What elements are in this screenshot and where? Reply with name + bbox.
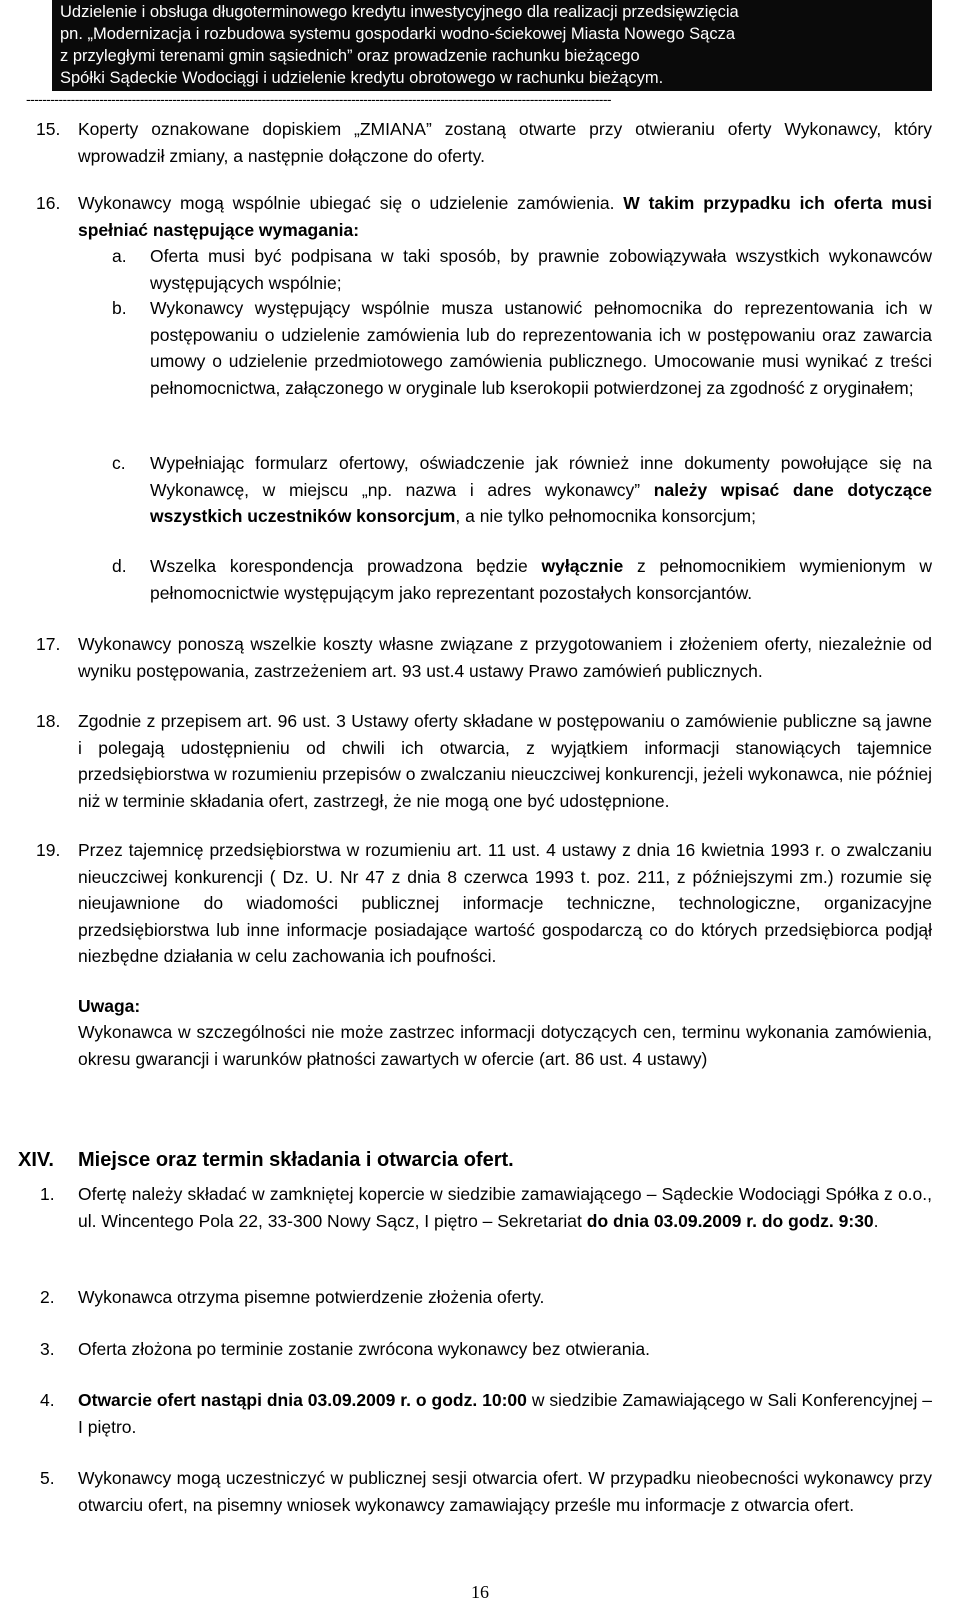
sub-item-label: b.	[112, 298, 127, 318]
document-header	[52, 0, 932, 91]
sub-item-label: d.	[112, 556, 127, 576]
item-text: Koperty oznakowane dopiskiem „ZMIANA” zostaną otwarte przy otwieraniu oferty Wykonawcy, który wprowadził zmiany, a następnie dołączone do oferty.	[78, 119, 932, 166]
item-text-bold: Otwarcie ofert nastąpi dnia 03.09.2009 r. o godz. 10:00	[78, 1390, 527, 1410]
item-text: Wykonawcy ponoszą wszelkie koszty własne związane z przygotowaniem i złożeniem oferty, niezależnie od wyniku postępowania, zastrzeżeniem art. 93 ust.4 ustawy Prawo zamówień publicznych.	[78, 634, 932, 681]
item-number: 2.	[40, 1287, 55, 1307]
item-number: 4.	[40, 1390, 55, 1410]
item-text	[78, 1181, 932, 1234]
sub-item-text	[150, 553, 932, 606]
sub-item-text-bold: należy wpisać dane dotyczące wszystkich uczestników konsorcjum	[150, 479, 932, 526]
sub-item-text-part: , a nie tylko pełnomocnika konsorcjum;	[455, 506, 756, 526]
sub-item-text: Oferta musi być podpisana w taki sposób, by prawnie zobowiązywała wszystkich wykonawców występujących wspólnie;	[150, 246, 932, 293]
item-number: 17.	[36, 634, 61, 654]
section-title: Miejsce oraz termin składania i otwarcia ofert.	[78, 1149, 514, 1171]
page-number: 16	[471, 1582, 489, 1602]
header-line: z przyległymi terenami gmin sąsiednich” oraz prowadzenie rachunku bieżącego	[60, 47, 640, 65]
header-rule: ------------------------------------------------------------------------------------------------------------------------------------------------	[26, 92, 611, 106]
note-text: Wykonawca w szczególności nie może zastrzec informacji dotyczących cen, terminu wykonania zamówienia, okresu gwarancji i warunków płatności zawartych w ofercie (art. 86 ust. 4 ustawy)	[78, 1022, 932, 1069]
sub-item-text-bold: wyłącznie	[541, 556, 624, 576]
header-line: Spółki Sądeckie Wodociągi i udzielenie kredytu obrotowego w rachunku bieżącym.	[60, 69, 664, 87]
sub-item-label: c.	[112, 453, 126, 473]
sub-item-text-part: Wypełniając formularz ofertowy, oświadczenie jak również inne dokumenty powołujące się na Wykonawcę, w miejscu „np. nazwa i adres wykonawcy”	[150, 453, 932, 500]
item-text: Zgodnie z przepisem art. 96 ust. 3 Ustawy oferty składane w postępowaniu o zamówienie publiczne są jawne i polegają udostępnieniu od chwili ich otwarcia, z wyjątkiem informacji stanowiących tajemnice przedsiębiorstwa w rozumieniu przepisów o zwalczaniu nieuczciwej konkurencji, jeżeli wykonawca, nie później niż w terminie składania ofert, zastrzegł, że nie mogą one być udostępnione.	[78, 711, 933, 811]
section-number: XIV.	[18, 1149, 54, 1171]
item-text: Wykonawca otrzyma pisemne potwierdzenie złożenia oferty.	[78, 1287, 545, 1307]
item-text	[78, 1387, 932, 1440]
sub-item-label: a.	[112, 246, 127, 266]
item-number: 3.	[40, 1339, 55, 1359]
item-number: 1.	[40, 1184, 55, 1204]
note-label: Uwaga:	[78, 996, 141, 1016]
sub-item-text: Wykonawcy występujący wspólnie musza ustanowić pełnomocnika do reprezentowania ich w postępowaniu o udzielenie zamówienia lub do reprezentowania ich w postępowaniu oraz zawarcia umowy o udzielenie przedmiotowego zamówienia publicznego. Umocowanie musi wynikać z treści pełnomocnictwa, załączonego w oryginale lub kserokopii potwierdzonej za zgodność z oryginałem;	[150, 298, 932, 398]
item-number: 19.	[36, 840, 61, 860]
sub-item-text	[150, 450, 932, 530]
header-line: Udzielenie i obsługa długoterminowego kredytu inwestycyjnego dla realizacji przedsięwzięcia	[60, 3, 739, 21]
item-number: 16.	[36, 193, 61, 213]
item-number: 18.	[36, 711, 61, 731]
item-text-bold: do dnia 03.09.2009 r. do godz. 9:30	[586, 1210, 874, 1231]
item-text: Oferta złożona po terminie zostanie zwrócona wykonawcy bez otwierania.	[78, 1339, 650, 1359]
item-number: 5.	[40, 1468, 55, 1488]
item-text: Przez tajemnicę przedsiębiorstwa w rozumieniu art. 11 ust. 4 ustawy z dnia 16 kwietnia 1993 r. o zwalczaniu nieuczciwej konkurencji ( Dz. U. Nr 47 z dnia 8 czerwca 1993 t. poz. 211, z późniejszymi zm.) rozumie się nieujawnione do wiadomości publicznej informacje techniczne, technologiczne, organizacyjne przedsiębiorstwa lub inne informacje posiadające wartość gospodarczą co do których przedsiębiorca podjął niezbędne działania w celu zachowania ich poufności.	[78, 840, 932, 966]
item-text-part: w siedzibie Zamawiającego w Sali Konferencyjnej – I piętro.	[78, 1390, 932, 1437]
sub-item-text-part: z pełnomocnikiem wymienionym w pełnomocnictwie występującym jako reprezentant pozostałych konsorcjantów.	[150, 556, 932, 603]
header-line: pn. „Modernizacja i rozbudowa systemu gospodarki wodno-ściekowej Miasta Nowego Sącza	[60, 25, 735, 43]
item-text-part: Wykonawcy mogą wspólnie ubiegać się o udzielenie zamówienia.	[78, 193, 624, 213]
item-text-part: .	[873, 1210, 879, 1231]
item-text-bold: W takim przypadku ich oferta musi spełniać następujące wymagania:	[78, 193, 933, 240]
sub-item-text-part: Wszelka korespondencja prowadzona będzie	[150, 556, 542, 576]
item-number: 15.	[36, 119, 61, 139]
item-text: Wykonawcy mogą uczestniczyć w publicznej sesji otwarcia ofert. W przypadku nieobecności wykonawcy przy otwarciu ofert, na pisemny wniosek wykonawcy zamawiający prześle mu informacje z otwarcia ofert.	[78, 1468, 932, 1515]
item-text	[78, 190, 932, 243]
item-text-part: Ofertę należy składać w zamkniętej kopercie w siedzibie zamawiającego – Sądeckie Wodociągi Spółka z o.o., ul. Wincentego Pola 22, 33-300 Nowy Sącz, I piętro – Sekretariat	[78, 1184, 932, 1231]
